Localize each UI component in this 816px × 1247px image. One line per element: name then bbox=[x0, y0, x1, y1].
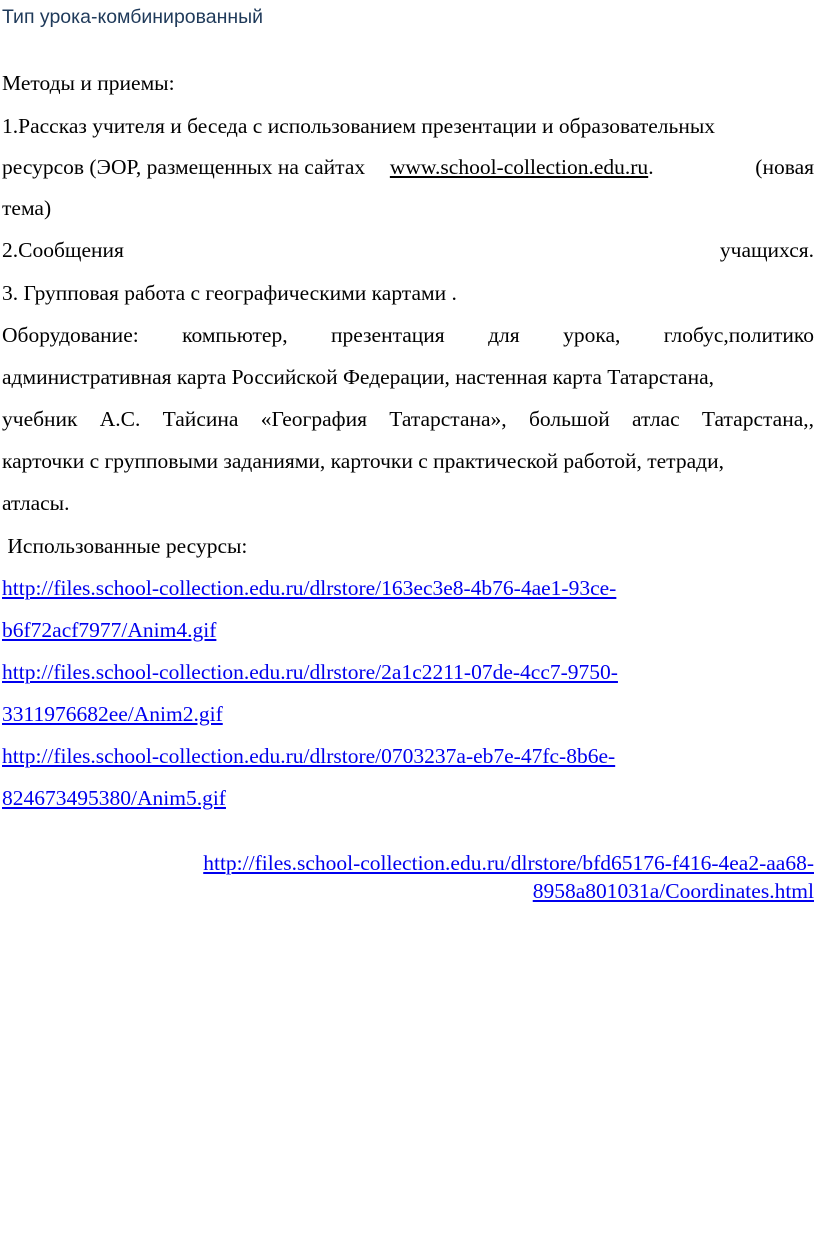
methods-heading: Методы и приемы: bbox=[2, 71, 175, 95]
equipment-word: глобус,политико bbox=[663, 323, 814, 347]
equipment-word: Тайсина bbox=[162, 407, 239, 431]
methods-item-1-period: . bbox=[648, 155, 654, 179]
equipment-word: компьютер, bbox=[182, 323, 288, 347]
resource-link-2-cont[interactable] bbox=[2, 701, 814, 727]
resource-link-4-line-2[interactable]: 8958a801031a/Coordinates.html bbox=[532, 879, 814, 903]
equipment-word: для bbox=[488, 323, 520, 347]
equipment-word: «География bbox=[260, 407, 367, 431]
equipment-line-3 bbox=[2, 406, 814, 432]
equipment-line-4: карточки с групповыми заданиями, карточки с практической работой, тетради, bbox=[2, 449, 724, 473]
methods-item-2-left: 2.Сообщения bbox=[2, 238, 124, 262]
methods-item-1-tail: (новая bbox=[755, 155, 814, 179]
equipment-word: Татарстана», bbox=[389, 407, 507, 431]
equipment-word: Оборудование: bbox=[2, 323, 139, 347]
school-collection-site-link[interactable]: www.school-collection.edu.ru bbox=[389, 155, 649, 179]
resources-heading: Использованные ресурсы: bbox=[2, 534, 248, 558]
resource-link-1-cont[interactable] bbox=[2, 617, 814, 643]
resource-link-4-cont[interactable] bbox=[2, 878, 814, 904]
resource-link-3-line-2[interactable]: 824673495380/Anim5.gif bbox=[2, 786, 226, 810]
resource-link-3[interactable] bbox=[2, 743, 814, 769]
equipment-word: А.С. bbox=[99, 407, 141, 431]
equipment-word: урока, bbox=[563, 323, 621, 347]
resource-link-2-line-1[interactable]: http://files.school-collection.edu.ru/dlrstore/2a1c2211-07de-4cc7-9750- bbox=[2, 660, 618, 684]
equipment-word: большой bbox=[528, 407, 610, 431]
equipment-word: учебник bbox=[2, 407, 78, 431]
methods-item-1-line-3: тема) bbox=[2, 196, 52, 220]
equipment-line-1 bbox=[2, 322, 814, 348]
methods-item-1-text: 1.Рассказ учителя и беседа с использованием презентации и образовательных bbox=[2, 114, 716, 138]
methods-item-1-text-before-link: ресурсов (ЭОР, размещенных на сайтах bbox=[2, 155, 366, 179]
resource-link-1-line-1[interactable]: http://files.school-collection.edu.ru/dlrstore/163ec3e8-4b76-4ae1-93ce- bbox=[2, 576, 617, 600]
equipment-word: Татарстана,, bbox=[701, 407, 814, 431]
equipment-line-2: административная карта Российской Федерации, настенная карта Татарстана, bbox=[2, 365, 714, 389]
resource-link-4-line-1[interactable]: http://files.school-collection.edu.ru/dlrstore/bfd65176-f416-4ea2-aa68- bbox=[203, 851, 814, 875]
methods-item-3: 3. Групповая работа с географическими картами . bbox=[2, 281, 457, 305]
resource-link-2-line-2[interactable]: 3311976682ee/Anim2.gif bbox=[2, 702, 223, 726]
methods-item-2-right: учащихся. bbox=[719, 238, 814, 262]
resource-link-1-line-2[interactable]: b6f72acf7977/Anim4.gif bbox=[2, 618, 217, 642]
methods-item-1-line-2 bbox=[2, 154, 814, 180]
methods-item-1-line-1 bbox=[2, 113, 814, 139]
resource-link-2[interactable] bbox=[2, 659, 814, 685]
equipment-word: презентация bbox=[330, 323, 445, 347]
resource-link-4[interactable] bbox=[2, 850, 814, 876]
methods-item-2 bbox=[2, 237, 814, 263]
lesson-type-title: Тип урока-комбинированный bbox=[2, 6, 264, 28]
resource-link-1[interactable] bbox=[2, 575, 814, 601]
resource-link-3-cont[interactable] bbox=[2, 785, 814, 811]
equipment-word: атлас bbox=[631, 407, 680, 431]
resource-link-3-line-1[interactable]: http://files.school-collection.edu.ru/dlrstore/0703237a-eb7e-47fc-8b6e- bbox=[2, 744, 616, 768]
equipment-line-5: атласы. bbox=[2, 491, 70, 515]
